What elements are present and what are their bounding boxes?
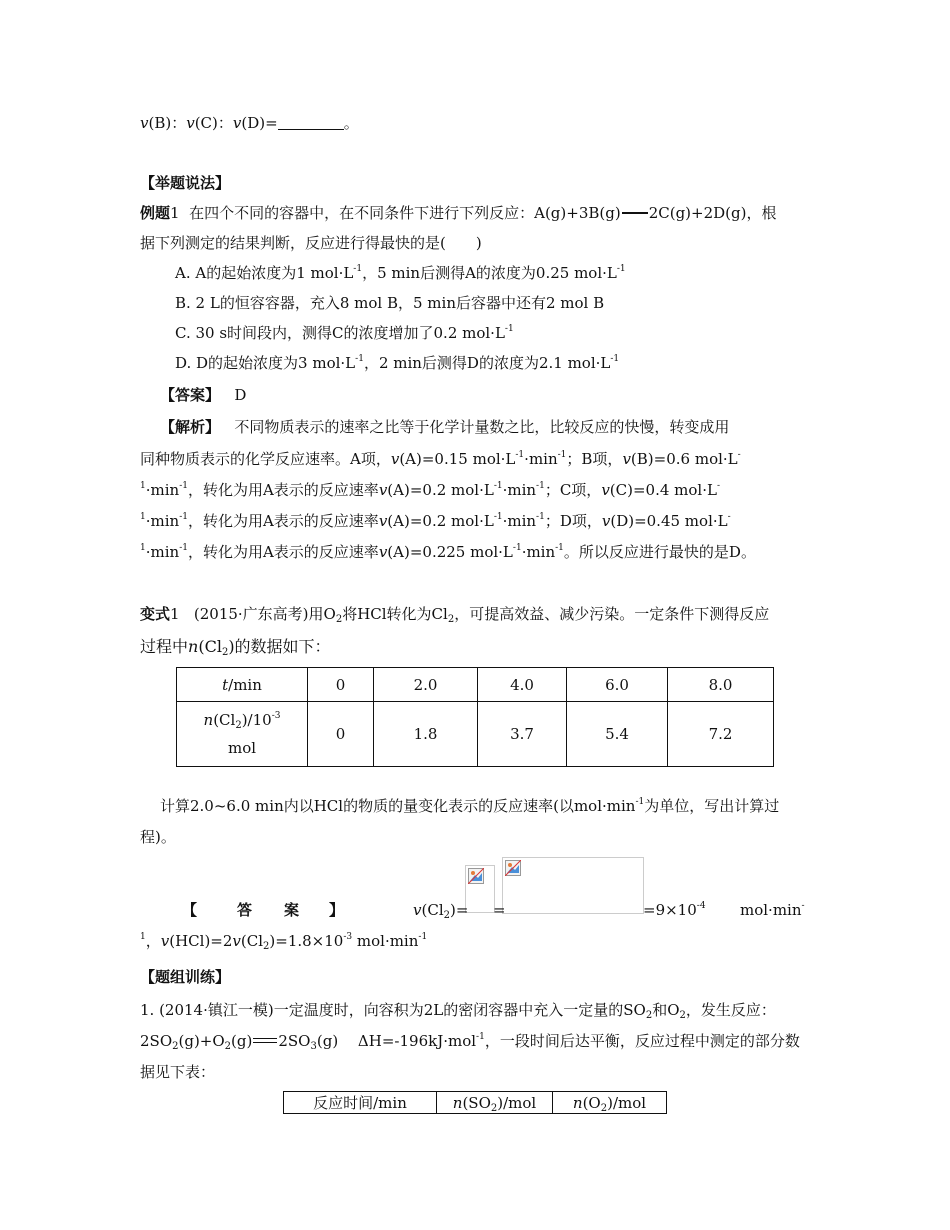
answer-result: $=9\times 10^{-4}$ xyxy=(643,901,706,919)
answer-blank xyxy=(278,115,344,130)
analysis-line2: 同种物质表示的化学反应速率。A项，v(A)=0.15 $mol\cdot L^{-1}\cdot\min^{-1}$；B项，v(B)=0.6 mol·L- xyxy=(140,450,741,468)
variant1-line2: 过程中$n(Cl_2)$的数据如下： xyxy=(140,637,331,658)
table-cell: 0 xyxy=(308,668,374,702)
section-heading-group: 【题组训练】 xyxy=(140,968,231,986)
table-cell: 8.0 xyxy=(668,668,774,702)
table-cell: 2.0 xyxy=(374,668,478,702)
table-cell: 6.0 xyxy=(567,668,668,702)
analysis-line4: $^1\cdot\min^{-1}$，转化为用A表示的反应速率v(A)=0.2 $mol\cdot L^{-1}\cdot\min^{-1}$；D项，v(D)=0.45 mol·L- xyxy=(140,512,731,530)
section-heading-example: 【举题说法】 xyxy=(140,174,231,192)
answer-line: 【答案】 D xyxy=(160,386,247,404)
reaction-equals-sign xyxy=(622,212,648,214)
broken-image-icon xyxy=(468,868,484,884)
answer-unit: mol·min- xyxy=(740,901,805,919)
option-a: A. A的起始浓度为1 $mol\cdot L^{-1}$，5 min后测得A的浓度为0.25 $mol\cdot L^{-1}$ xyxy=(175,264,626,282)
table-cell: 3.7 xyxy=(478,702,567,767)
broken-image-icon xyxy=(505,860,521,876)
table-cell: 1.8 xyxy=(374,702,478,767)
answer-v-cl2: $v(Cl_2)=$ xyxy=(413,901,469,921)
variant1-line1: 变式1 (2015·广东高考)用$O_2$将HCl转化为$Cl_2$，可提高效益、减少污染。一定条件下测得反应 xyxy=(140,605,770,625)
variant1-answer-label: 【 答 案 】 xyxy=(182,901,345,919)
example1-stem-line2: 据下列测定的结果判断，反应进行得最快的是( ) xyxy=(140,234,482,252)
formula-image-placeholder xyxy=(465,865,495,913)
reaction-time-header: 反应时间/min xyxy=(284,1092,437,1114)
variant1-question-line1: 计算2.0~6.0 min内以HCl的物质的量变化表示的反应速率(以$mol\cdot\min^{-1}$为单位，写出计算过 xyxy=(160,797,780,815)
analysis-line3: $^1\cdot\min^{-1}$，转化为用A表示的反应速率v(A)=0.2 $mol\cdot L^{-1}\cdot\min^{-1}$；C项，v(C)=0.4 mol·L- xyxy=(140,481,720,499)
n-o2-header: $n(O_2)$/mol xyxy=(553,1092,667,1114)
variant1-question-line2: 程)。 xyxy=(140,828,176,846)
answer-mid-equals: = xyxy=(493,901,506,919)
table-header-row xyxy=(284,1092,667,1114)
table-cell: 0 xyxy=(308,702,374,767)
equilibrium-arrows xyxy=(253,1037,277,1045)
table-row xyxy=(177,702,774,767)
table-cell: 7.2 xyxy=(668,702,774,767)
q1-data-table xyxy=(283,1091,667,1114)
option-d: D. D的起始浓度为3 $mol\cdot L^{-1}$，2 min后测得D的浓度为2.1 $mol\cdot L^{-1}$ xyxy=(175,354,620,372)
analysis-line5: $^1\cdot\min^{-1}$，转化为用A表示的反应速率v(A)=0.225 $mol\cdot L^{-1}\cdot\min^{-1}$。所以反应进行最快的是D。 xyxy=(140,543,756,561)
n-so2-header: $n(SO_2)$/mol xyxy=(437,1092,553,1114)
q1-line3: 据见下表： xyxy=(140,1063,216,1081)
analysis-line1: 【解析】 不同物质表示的速率之比等于化学计量数之比，比较反应的快慢，转变成用 xyxy=(160,418,730,436)
option-c: C. 30 s时间段内，测得C的浓度增加了0.2 $mol\cdot L^{-1}$ xyxy=(175,324,514,342)
q1-line1: 1. (2014·镇江一模)一定温度时，向容积为2L的密闭容器中充入一定量的$SO_2$和$O_2$，发生反应： xyxy=(140,1001,776,1021)
top-ratio-line: v(B)：v(C)：v(D)= 。 xyxy=(140,114,359,132)
table-cell: 4.0 xyxy=(478,668,567,702)
example1-stem: 例题1 在四个不同的容器中，在不同条件下进行下列反应：A(g)+3B(g) 2C(g)+2D(g)，根 xyxy=(140,204,777,222)
variant1-answer-line2: $^1$，$v(HCl)=2v(Cl_2)=1.8\times 10^{-3}$ $mol\cdot\min^{-1}$ xyxy=(140,932,428,952)
table-header-row xyxy=(177,668,774,702)
table-cell: 5.4 xyxy=(567,702,668,767)
cl2-data-table xyxy=(176,667,774,767)
n-cl2-header-cell: $n(Cl_2)/10^{-3}$ mol xyxy=(177,702,308,767)
time-header-cell: t/min xyxy=(177,668,308,702)
q1-line2: $2SO_2(g)+O_2(g)$ $2SO_3(g)$ ΔH=-196kJ·mol$^{-1}$，一段时间后达平衡，反应过程中测定的部分数 xyxy=(140,1032,800,1052)
formula-image-placeholder-large xyxy=(502,857,644,914)
option-b: B. 2 L的恒容容器，充入8 mol B，5 min后容器中还有2 mol B xyxy=(175,294,605,312)
